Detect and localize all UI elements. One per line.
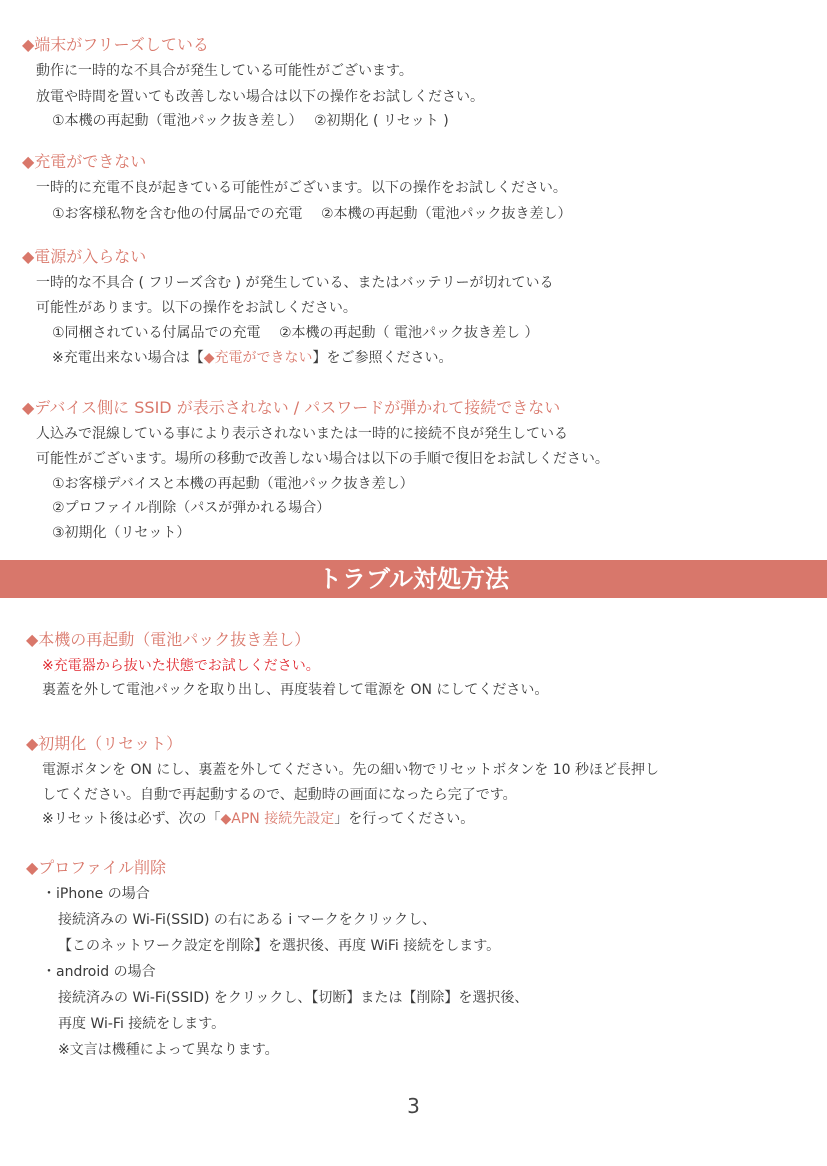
method-heading-restart: ◆本機の再起動（電池パック抜き差し）: [26, 630, 311, 649]
freeze-text-1: 動作に一時的な不具合が発生している可能性がございます。: [36, 63, 413, 79]
reset-note-pre: ※リセット後は必ず、次の「: [42, 811, 221, 827]
profile-iphone-step-2: 【このネットワーク設定を削除】を選択後、再度 WiFi 接続をします。: [58, 938, 501, 954]
freeze-steps: ①本機の再起動（電池パック抜き差し） ②初期化 ( リセット ): [52, 113, 449, 129]
troubleshooting-banner: [0, 560, 827, 598]
restart-warning: ※充電器から抜いた状態でお試しください。: [42, 658, 320, 674]
profile-iphone-label: ・iPhone の場合: [42, 886, 150, 902]
banner-title: トラブル対処方法: [317, 565, 510, 593]
profile-note: ※文言は機種によって異なります。: [58, 1042, 279, 1058]
ssid-step-3: ③初期化（リセット）: [52, 525, 191, 541]
profile-android-label: ・android の場合: [42, 964, 156, 980]
apn-settings-link[interactable]: ◆APN 接続先設定: [220, 811, 335, 827]
reset-text-1: 電源ボタンを ON にし、裏蓋を外してください。先の細い物でリセットボタンを 10 秒ほど長押し: [42, 762, 659, 778]
section-heading-charge: ◆充電ができない: [22, 152, 147, 171]
reset-text-2: してください。自動で再起動するので、起動時の画面になったら完了です。: [42, 787, 517, 803]
charge-section-link[interactable]: ◆充電ができない: [203, 350, 313, 366]
power-steps: ①同梱されている付属品での充電 ②本機の再起動（ 電池パック抜き差し ）: [52, 325, 539, 341]
section-heading-freeze: ◆端末がフリーズしている: [22, 35, 209, 54]
power-text-1: 一時的な不具合 ( フリーズ含む ) が発生している、またはバッテリーが切れている: [36, 275, 554, 291]
ssid-text-2: 可能性がございます。場所の移動で改善しない場合は以下の手順で復旧をお試しください。: [36, 451, 609, 467]
power-text-2: 可能性があります。以下の操作をお試しください。: [36, 300, 357, 316]
ssid-step-2: ②プロファイル削除（パスが弾かれる場合）: [52, 500, 331, 516]
reset-note-post: 」を行ってください。: [334, 811, 475, 827]
method-heading-reset: ◆初期化（リセット）: [26, 734, 183, 753]
page-number: 3: [407, 1094, 420, 1118]
power-note: [52, 347, 453, 367]
profile-android-step-1: 接続済みの Wi-Fi(SSID) をクリックし、【切断】または【削除】を選択後、: [58, 990, 529, 1006]
method-heading-profile: ◆プロファイル削除: [26, 858, 166, 877]
section-heading-ssid: ◆デバイス側に SSID が表示されない / パスワードが弾かれて接続できない: [22, 398, 561, 417]
charge-steps: ①お客様私物を含む他の付属品での充電 ②本機の再起動（電池パック抜き差し）: [52, 206, 572, 222]
charge-text-1: 一時的に充電不良が起きている可能性がございます。以下の操作をお試しください。: [36, 180, 567, 196]
profile-iphone-step-1: 接続済みの Wi-Fi(SSID) の右にある i マークをクリックし、: [58, 912, 437, 928]
freeze-text-2: 放電や時間を置いても改善しない場合は以下の操作をお試しください。: [36, 89, 484, 105]
reset-note: [42, 808, 474, 828]
restart-text: 裏蓋を外して電池パックを取り出し、再度装着して電源を ON にしてください。: [42, 682, 549, 698]
profile-android-step-2: 再度 Wi-Fi 接続をします。: [58, 1016, 226, 1032]
section-heading-power: ◆電源が入らない: [22, 247, 147, 266]
power-note-post: 】をご参照ください。: [312, 350, 453, 366]
power-note-pre: ※充電出来ない場合は【: [52, 350, 204, 366]
ssid-text-1: 人込みで混線している事により表示されないまたは一時的に接続不良が発生している: [36, 426, 568, 442]
ssid-step-1: ①お客様デバイスと本機の再起動（電池パック抜き差し）: [52, 476, 414, 492]
